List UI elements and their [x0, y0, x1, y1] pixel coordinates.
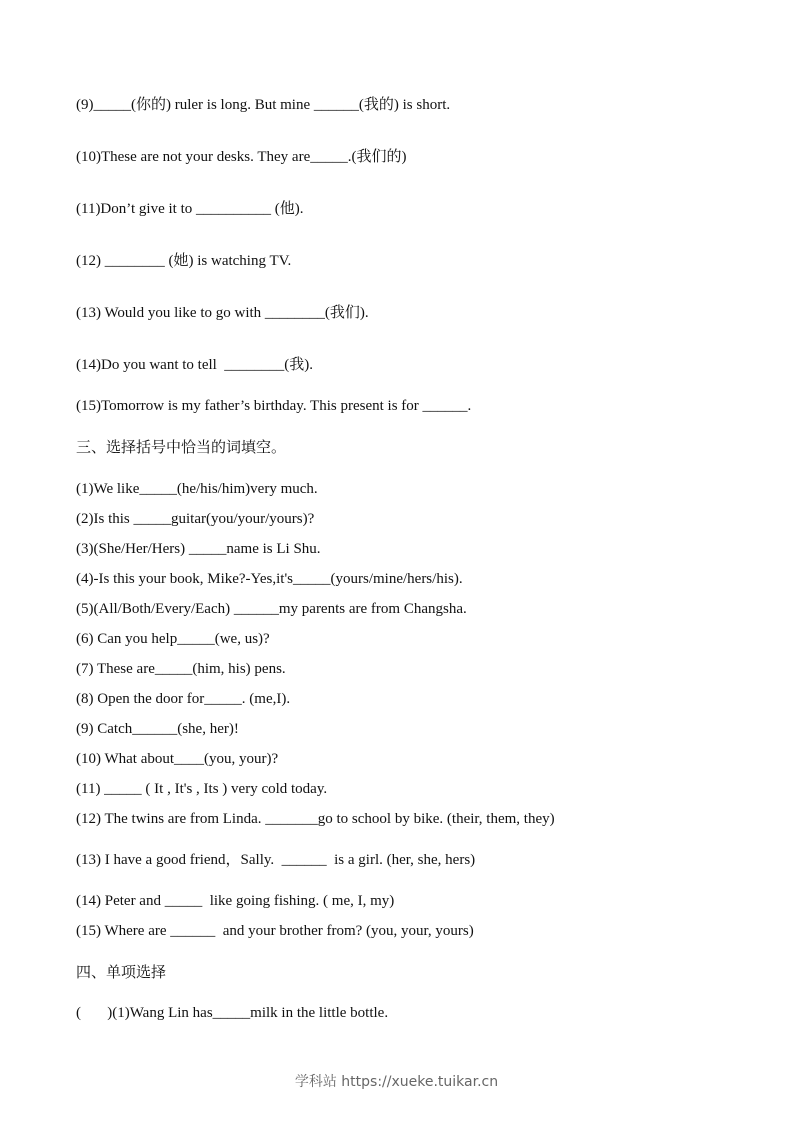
s3-question-8: (8) Open the door for_____. (me,I). [76, 691, 291, 707]
s2-question-13: (13) Would you like to go with ________(我们). [76, 305, 369, 321]
s2-question-9: (9)_____(你的) ruler is long. But mine ______(我的) is short. [76, 97, 451, 113]
s3-question-10: (10) What about____(you, your)? [76, 751, 279, 767]
s3-question-13: (13) I have a good friend，Sally. ______ is a girl. (her, she, hers) [76, 852, 476, 868]
s3-question-4: (4)-Is this your book, Mike?-Yes,it's_____(yours/mine/hers/his). [76, 571, 463, 587]
s3-question-1: (1)We like_____(he/his/him)very much. [76, 481, 318, 497]
s3-question-6: (6) Can you help_____(we, us)? [76, 631, 270, 647]
s3-question-12: (12) The twins are from Linda. _______go to school by bike. (their, them, they) [76, 811, 555, 827]
s3-question-14: (14) Peter and _____ like going fishing. ( me, I, my) [76, 893, 395, 909]
s2-question-10: (10)These are not your desks. They are_____.(我们的) [76, 149, 407, 165]
section-3-title: 三、选择括号中恰当的词填空。 [76, 438, 287, 456]
s2-question-14: (14)Do you want to tell ________(我). [76, 357, 314, 373]
s3-question-9: (9) Catch______(she, her)! [76, 721, 239, 737]
footer-watermark: 学科站 https://xueke.tuikar.cn [294, 1074, 499, 1090]
s2-question-15: (15)Tomorrow is my father’s birthday. This present is for ______. [76, 398, 472, 414]
s3-question-11: (11) _____ ( It , It's , Its ) very cold today. [76, 781, 328, 797]
section-4-title: 四、单项选择 [76, 963, 167, 981]
s3-question-15: (15) Where are ______ and your brother from? (you, your, yours) [76, 923, 474, 939]
s2-question-12: (12) ________ (她) is watching TV. [76, 253, 292, 269]
s4-question-1: ( )(1)Wang Lin has_____milk in the little bottle. [76, 1005, 389, 1021]
s2-question-11: (11)Don’t give it to __________ (他). [76, 201, 304, 217]
s3-question-2: (2)Is this _____guitar(you/your/yours)? [76, 511, 315, 527]
s3-question-5: (5)(All/Both/Every/Each) ______my parents are from Changsha. [76, 601, 467, 617]
s3-question-7: (7) These are_____(him, his) pens. [76, 661, 286, 677]
s3-question-3: (3)(She/Her/Hers) _____name is Li Shu. [76, 541, 321, 557]
